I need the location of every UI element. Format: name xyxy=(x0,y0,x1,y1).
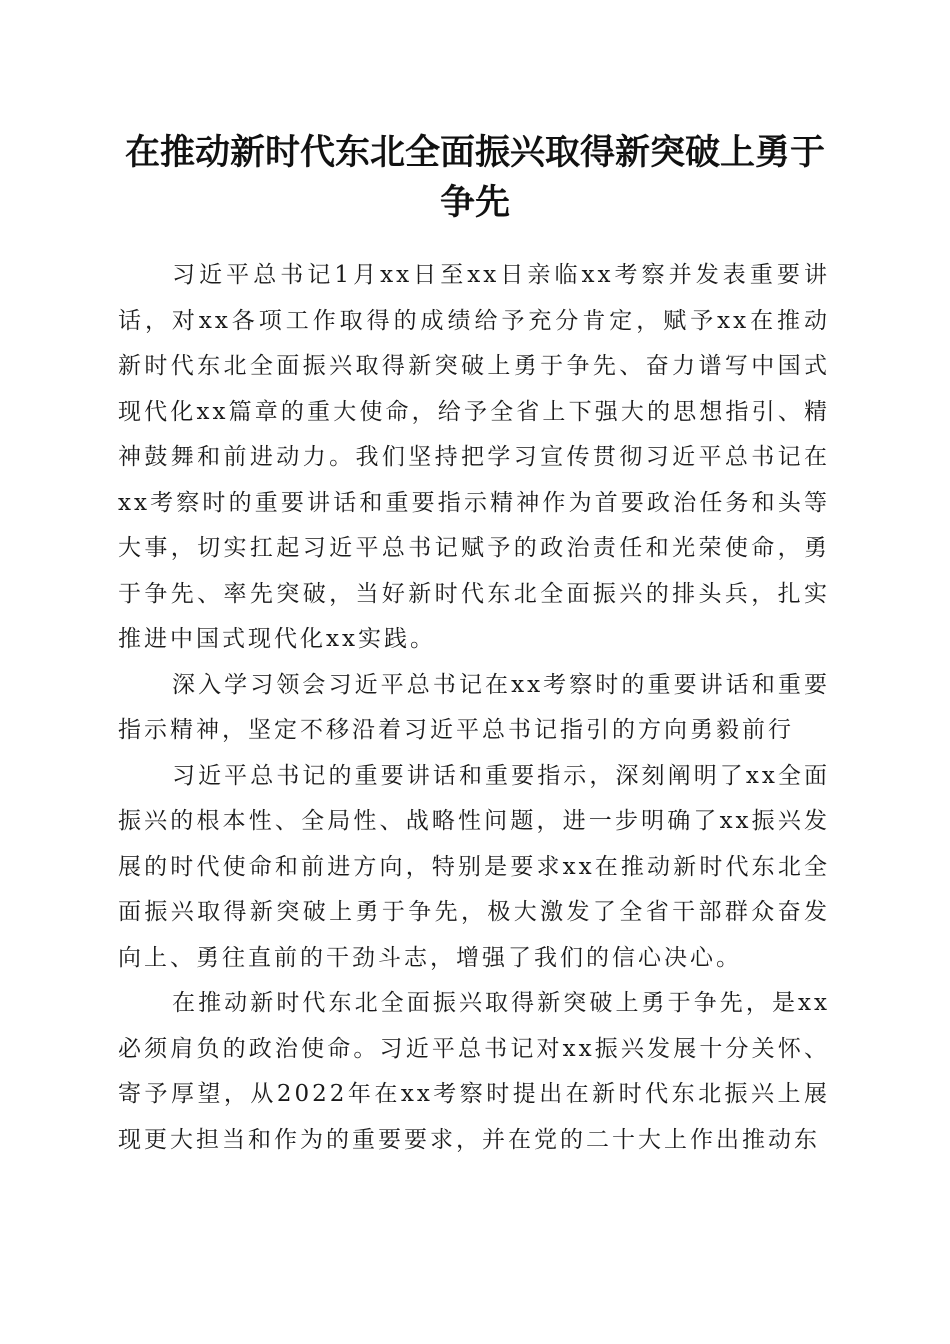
paragraph-section-heading: 深入学习领会习近平总书记在xx考察时的重要讲话和重要指示精神，坚定不移沿着习近平总书记指引的方向勇毅前行 xyxy=(118,671,830,743)
paragraph-speech-significance: 习近平总书记的重要讲话和重要指示，深刻阐明了xx全面振兴的根本性、全局性、战略性问题，进一步明确了xx振兴发展的时代使命和前进方向，特别是要求xx在推动新时代东北全面振兴取得新突破上勇于争先，极大激发了全省干部群众奋发向上、勇往直前的干劲斗志，增强了我们的信心决心。 xyxy=(118,762,830,971)
paragraph-intro: 习近平总书记1月xx日至xx日亲临xx考察并发表重要讲话，对xx各项工作取得的成绩给予充分肯定，赋予xx在推动新时代东北全面振兴取得新突破上勇于争先、奋力谱写中国式现代化xx篇章的重大使命，给予全省上下强大的思想指引、精神鼓舞和前进动力。我们坚持把学习宣传贯彻习近平总书记在xx考察时的重要讲话和重要指示精神作为首要政治任务和头等大事，切实扛起习近平总书记赋予的政治责任和光荣使命，勇于争先、率先突破，当好新时代东北全面振兴的排头兵，扎实推进中国式现代化xx实践。 xyxy=(118,262,830,652)
paragraph-political-mission: 在推动新时代东北全面振兴取得新突破上勇于争先，是xx必须肩负的政治使命。习近平总书记对xx振兴发展十分关怀、寄予厚望，从2022年在xx考察时提出在新时代东北振兴上展现更大担当和作为的重要要求，并在党的二十大上作出推动东 xyxy=(118,990,830,1153)
document-title: 在推动新时代东北全面振兴取得新突破上勇于争先 xyxy=(124,132,825,223)
document-body xyxy=(118,253,830,1163)
